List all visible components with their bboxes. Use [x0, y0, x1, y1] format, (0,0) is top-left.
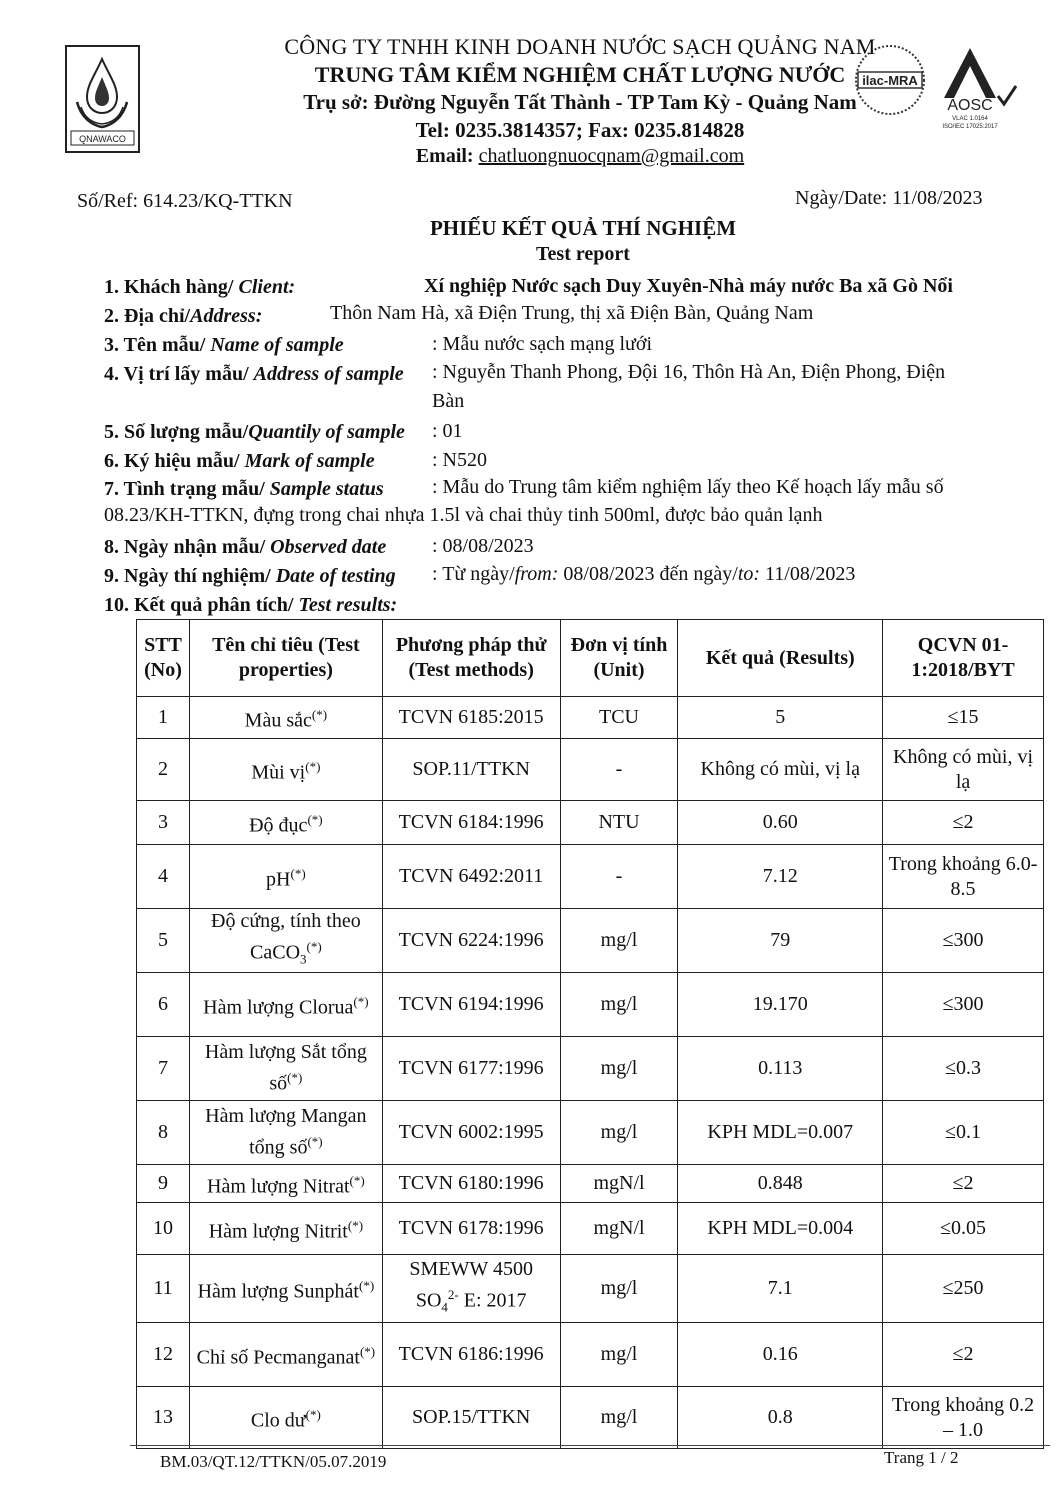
email-label: Email: — [415, 145, 474, 167]
cell-result: 7.1 — [678, 1255, 883, 1323]
cell-property: Hàm lượng Sắt tổng số(*) — [189, 1037, 382, 1101]
field-text: 08/08/2023 đến ngày/ — [558, 563, 738, 585]
cell-method: SOP.15/TTKN — [382, 1387, 560, 1449]
cell-property: Hàm lượng Sunphát(*) — [189, 1255, 382, 1323]
field-text: 8. Ngày nhận mẫu/ — [104, 536, 266, 558]
cell-result: 0.16 — [678, 1323, 883, 1387]
header-methods: Phương pháp thử (Test methods) — [382, 620, 560, 697]
header-properties: Tên chỉ tiêu (Test properties) — [189, 620, 382, 697]
cell-result: 0.8 — [678, 1387, 883, 1449]
cell-no: 13 — [137, 1387, 190, 1449]
cell-method: TCVN 6492:2011 — [382, 845, 560, 909]
cell-method: TCVN 6180:1996 — [382, 1165, 560, 1203]
cell-no: 8 — [137, 1101, 190, 1165]
field-text: Test results: — [298, 594, 398, 616]
cell-no: 2 — [137, 739, 190, 801]
cell-unit: mg/l — [560, 1255, 678, 1323]
cell-result: 0.60 — [678, 801, 883, 845]
cell-unit: - — [560, 845, 678, 909]
field-text: 1. Khách hàng/ — [104, 276, 234, 298]
table-row — [137, 1037, 1044, 1101]
field-text: Quantily of sample — [248, 421, 405, 443]
table-row — [137, 739, 1044, 801]
cell-property: Màu sắc(*) — [189, 697, 382, 739]
cell-no: 11 — [137, 1255, 190, 1323]
cell-property: Chỉ số Pecmanganat(*) — [189, 1323, 382, 1387]
cell-limit: ≤0.05 — [883, 1203, 1044, 1255]
page-number: Trang 1 / 2 — [884, 1448, 959, 1467]
cell-limit: ≤2 — [883, 801, 1044, 845]
field-text: from: — [514, 563, 559, 585]
cell-no: 10 — [137, 1203, 190, 1255]
cell-result: 19.170 — [678, 973, 883, 1037]
cell-limit: ≤15 — [883, 697, 1044, 739]
field-text: 11/08/2023 — [760, 563, 856, 585]
water-drop-hands-icon — [67, 47, 138, 151]
cell-property: Hàm lượng Nitrat(*) — [189, 1165, 382, 1203]
field-testing-date-value — [432, 560, 855, 588]
cell-property: Mùi vị(*) — [189, 739, 382, 801]
cell-property: Độ đục(*) — [189, 801, 382, 845]
reference-number: Số/Ref: 614.23/KQ-TTKN — [77, 190, 293, 212]
field-text: 10. Kết quả phân tích/ — [104, 594, 294, 616]
field-testing-date-label — [104, 562, 396, 590]
table-row — [137, 697, 1044, 739]
company-logo — [65, 45, 140, 153]
table-row — [137, 1323, 1044, 1387]
cell-limit: ≤250 — [883, 1255, 1044, 1323]
cell-result: Không có mùi, vị lạ — [678, 739, 883, 801]
cell-no: 9 — [137, 1165, 190, 1203]
cell-limit: Không có mùi, vị lạ — [883, 739, 1044, 801]
form-code: BM.03/QT.12/TTKN/05.07.2019 — [160, 1452, 387, 1471]
field-text: Name of sample — [210, 334, 344, 356]
field-sample-location-label — [104, 360, 404, 388]
table-row — [137, 1387, 1044, 1449]
cell-result: KPH MDL=0.007 — [678, 1101, 883, 1165]
table-row — [137, 1165, 1044, 1203]
field-client-label — [104, 273, 295, 301]
cell-method: TCVN 6186:1996 — [382, 1323, 560, 1387]
field-status-label — [104, 475, 384, 503]
field-quantity-value: : 01 — [432, 420, 463, 442]
cell-unit: mg/l — [560, 1323, 678, 1387]
cell-method: TCVN 6178:1996 — [382, 1203, 560, 1255]
field-status-value-2: 08.23/KH-TTKN, đựng trong chai nhựa 1.5l và chai thủy tinh 500ml, được bảo quản lạnh — [104, 504, 823, 526]
header-results: Kết quả (Results) — [678, 620, 883, 697]
cell-no: 6 — [137, 973, 190, 1037]
cell-limit: ≤2 — [883, 1323, 1044, 1387]
field-text: Address: — [190, 305, 263, 327]
field-text: Address of sample — [253, 363, 404, 385]
table-row — [137, 1101, 1044, 1165]
cell-result: 5 — [678, 697, 883, 739]
cell-unit: mg/l — [560, 1037, 678, 1101]
cell-no: 12 — [137, 1323, 190, 1387]
cell-method: TCVN 6002:1995 — [382, 1101, 560, 1165]
field-text: 7. Tình trạng mẫu/ — [104, 478, 265, 500]
results-table — [136, 619, 1044, 1449]
footer-divider — [130, 1445, 1050, 1446]
cell-limit: ≤300 — [883, 909, 1044, 973]
table-row — [137, 909, 1044, 973]
cell-method: TCVN 6185:2015 — [382, 697, 560, 739]
cell-unit: - — [560, 739, 678, 801]
cell-unit: mgN/l — [560, 1165, 678, 1203]
field-mark-value: : N520 — [432, 449, 487, 471]
aosc-logo: AOSC — [947, 97, 993, 114]
field-text: 2. Địa chỉ/ — [104, 305, 191, 327]
table-row — [137, 1203, 1044, 1255]
cell-method: TCVN 6184:1996 — [382, 801, 560, 845]
cell-limit: Trong khoảng 6.0-8.5 — [883, 845, 1044, 909]
field-client-value: Xí nghiệp Nước sạch Duy Xuyên-Nhà máy nước Ba xã Gò Nổi — [424, 275, 953, 297]
field-text: 6. Ký hiệu mẫu/ — [104, 450, 240, 472]
cell-property: Hàm lượng Clorua(*) — [189, 973, 382, 1037]
field-address-value: Thôn Nam Hà, xã Điện Trung, thị xã Điện Bàn, Quảng Nam — [330, 302, 814, 324]
cell-method: SOP.11/TTKN — [382, 739, 560, 801]
field-mark-label — [104, 447, 375, 475]
field-sample-name-value: : Mẫu nước sạch mạng lưới — [432, 333, 653, 355]
cell-limit: ≤0.3 — [883, 1037, 1044, 1101]
cell-method: SMEWW 4500 $SO_4^{2-}$ E: 2017 — [382, 1255, 560, 1323]
report-subtitle: Test report — [536, 243, 630, 265]
cell-unit: mg/l — [560, 973, 678, 1037]
cell-result: 79 — [678, 909, 883, 973]
cell-result: KPH MDL=0.004 — [678, 1203, 883, 1255]
field-quantity-label — [104, 418, 405, 446]
header-no: STT (No) — [137, 620, 190, 697]
report-title: PHIẾU KẾT QUẢ THÍ NGHIỆM — [429, 216, 737, 240]
field-results-label — [104, 591, 397, 619]
logo-text: QNAWACO — [79, 134, 126, 144]
table-row — [137, 973, 1044, 1037]
vilas-code: VLAC 1.0164 — [952, 116, 988, 122]
cell-method: TCVN 6177:1996 — [382, 1037, 560, 1101]
cell-property: Hàm lượng Nitrit(*) — [189, 1203, 382, 1255]
cell-limit: ≤2 — [883, 1165, 1044, 1203]
table-row — [137, 801, 1044, 845]
company-name: CÔNG TY TNHH KINH DOANH NƯỚC SẠCH QUẢNG NAM — [284, 34, 876, 59]
field-text: to: — [737, 563, 761, 585]
cell-unit: mg/l — [560, 1387, 678, 1449]
cell-no: 1 — [137, 697, 190, 739]
field-text: Client: — [238, 276, 296, 298]
report-date: Ngày/Date: 11/08/2023 — [795, 187, 983, 209]
field-sample-location-value-2: Bàn — [432, 390, 465, 412]
table-header-row — [137, 620, 1044, 697]
cell-no: 7 — [137, 1037, 190, 1101]
field-text: 3. Tên mẫu/ — [104, 334, 206, 356]
cell-unit: mg/l — [560, 1101, 678, 1165]
cell-unit: TCU — [560, 697, 678, 739]
center-name: TRUNG TÂM KIỂM NGHIỆM CHẤT LƯỢNG NƯỚC — [314, 62, 846, 87]
center-phone: Tel: 0235.3814357; Fax: 0235.814828 — [415, 118, 745, 142]
center-email-line — [150, 145, 1010, 168]
field-text: 5. Số lượng mẫu/ — [104, 421, 249, 443]
cell-result: 7.12 — [678, 845, 883, 909]
cell-unit: mg/l — [560, 909, 678, 973]
cell-no: 4 — [137, 845, 190, 909]
table-row — [137, 845, 1044, 909]
cell-limit: ≤300 — [883, 973, 1044, 1037]
cell-property: Hàm lượng Mangan tổng số(*) — [189, 1101, 382, 1165]
cell-property: pH(*) — [189, 845, 382, 909]
cell-no: 3 — [137, 801, 190, 845]
field-sample-location-value: : Nguyễn Thanh Phong, Đội 16, Thôn Hà An, Điện Phong, Điện — [432, 361, 946, 383]
cell-property: Clo dư(*) — [189, 1387, 382, 1449]
field-address-label — [104, 302, 262, 330]
field-text: Date of testing — [275, 565, 396, 587]
field-received-date-value: : 08/08/2023 — [432, 535, 534, 557]
header-unit: Đơn vị tính (Unit) — [560, 620, 678, 697]
cell-unit: NTU — [560, 801, 678, 845]
cell-unit: mgN/l — [560, 1203, 678, 1255]
cell-property: Độ cứng, tính theo CaCO$_3$(*) — [189, 909, 382, 973]
field-text: Sample status — [269, 478, 384, 500]
field-sample-name-label — [104, 331, 344, 359]
cell-no: 5 — [137, 909, 190, 973]
field-status-value: : Mẫu do Trung tâm kiểm nghiệm lấy theo Kế hoạch lấy mẫu số — [432, 476, 944, 498]
ilac-mra-logo: ilac-MRA — [862, 73, 918, 88]
field-text: Mark of sample — [244, 450, 375, 472]
iso-code: ISO/IEC 17025:2017 — [942, 124, 998, 130]
field-text: Observed date — [270, 536, 387, 558]
cell-result: 0.848 — [678, 1165, 883, 1203]
field-text: : Từ ngày/ — [432, 563, 515, 585]
cell-result: 0.113 — [678, 1037, 883, 1101]
cell-method: TCVN 6224:1996 — [382, 909, 560, 973]
cell-method: TCVN 6194:1996 — [382, 973, 560, 1037]
cell-limit: Trong khoảng 0.2 – 1.0 — [883, 1387, 1044, 1449]
field-text: 4. Vị trí lấy mẫu/ — [104, 363, 249, 385]
center-address: Trụ sở: Đường Nguyễn Tất Thành - TP Tam Kỳ - Quảng Nam — [303, 90, 857, 114]
header-qcvn: QCVN 01-1:2018/BYT — [883, 620, 1044, 697]
email-link[interactable]: chatluongnuocqnam@gmail.com — [478, 145, 745, 167]
field-text: 9. Ngày thí nghiệm/ — [104, 565, 271, 587]
field-received-date-label — [104, 533, 386, 561]
cell-limit: ≤0.1 — [883, 1101, 1044, 1165]
table-row — [137, 1255, 1044, 1323]
